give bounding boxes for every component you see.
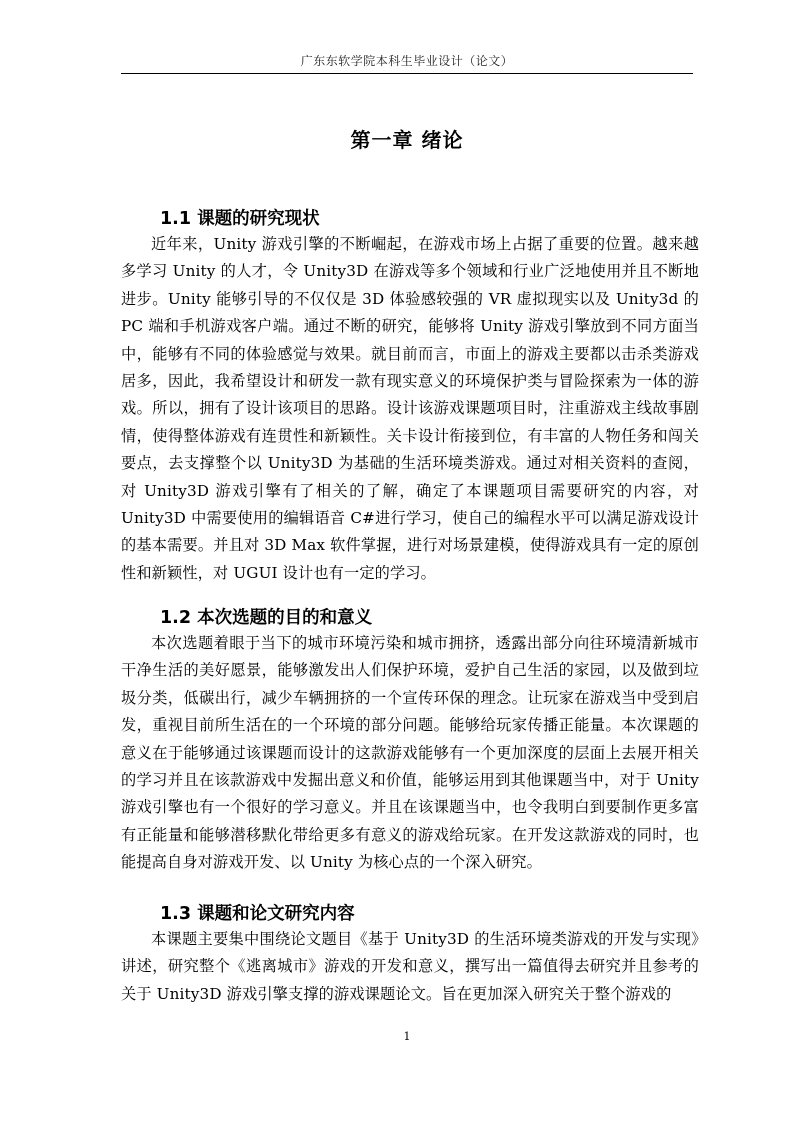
section-body-1-1: 近年来，Unity 游戏引擎的不断崛起，在游戏市场上占据了重要的位置。越来越多学习 Unity 的人才，令 Unity3D 在游戏等多个领域和行业广泛地使用并且不断地进步。Unity 能够引导的不仅仅是 3D 体验感较强的 VR 虚拟现实以及 Unity3d 的 PC 端和手机游戏客户端。通过不断的研究，能够将 Unity 游戏引擎放到不同方面当中，能够有不同的体验感觉与效果。就目前而言，市面上的游戏主要都以击杀类游戏居多，因此，我希望设计和研发一款有现实意义的环境保护类与冒险探索为一体的游戏。所以，拥有了设计该项目的思路。设计该游戏课题项目时，注重游戏主线故事剧情，使得整体游戏有连贯性和新颖性。关卡设计衔接到位，有丰富的人物任务和闯关要点，去支撑整个以 Unity3D 为基础的生活环境类游戏。通过对相关资料的查阅，对 Unity3D 游戏引擎有了相关的了解，确定了本课题项目需要研究的内容，对 Unity3D 中需要使用的编辑语音 C#进行学习，使自己的编程水平可以满足游戏设计的基本需要。并且对 3D Max 软件掌握，进行对场景建模，使得游戏具有一定的原创性和新颖性，对 UGUI 设计也有一定的学习。 xyxy=(121,235,699,582)
page-number: 1 xyxy=(403,1030,411,1043)
section-body-1-3: 本课题主要集中围绕论文题目《基于 Unity3D 的生活环境类游戏的开发与实现》讲述，研究整个《逃离城市》游戏的开发和意义，撰写出一篇值得去研究并且参考的关于 Unity3D 游戏引擎支撑的游戏课题论文。旨在更加深入研究关于整个游戏的 xyxy=(121,930,699,1003)
chapter-title: 第一章 绪论 xyxy=(350,128,464,152)
section-body-1-2: 本次选题着眼于当下的城市环境污染和城市拥挤，透露出部分向往环境清新城市干净生活的美好愿景，能够激发出人们保护环境，爱护自己生活的家园，以及做到垃圾分类，低碳出行，减少车辆拥挤的一个宣传环保的理念。让玩家在游戏当中受到启发，重视目前所生活在的一个环境的部分问题。能够给玩家传播正能量。本次课题的意义在于能够通过该课题而设计的这款游戏能够有一个更加深度的层面上去展开相关的学习并且在该款游戏中发掘出意义和价值，能够运用到其他课题当中，对于 Unity 游戏引擎也有一个很好的学习意义。并且在该课题当中，也令我明白到要制作更多富有正能量和能够潜移默化带给更多有意义的游戏给玩家。在开发这款游戏的同时，也能提高自身对游戏开发、以 Unity 为核心点的一个深入研究。 xyxy=(121,634,699,872)
section-heading-1-3: 1.3 课题和论文研究内容 xyxy=(160,904,355,924)
running-header: 广东东软学院本科生毕业设计（论文） xyxy=(300,54,514,68)
section-heading-1-2: 1.2 本次选题的目的和意义 xyxy=(160,608,373,628)
header-rule xyxy=(121,73,693,74)
section-heading-1-1: 1.1 课题的研究现状 xyxy=(160,209,320,229)
